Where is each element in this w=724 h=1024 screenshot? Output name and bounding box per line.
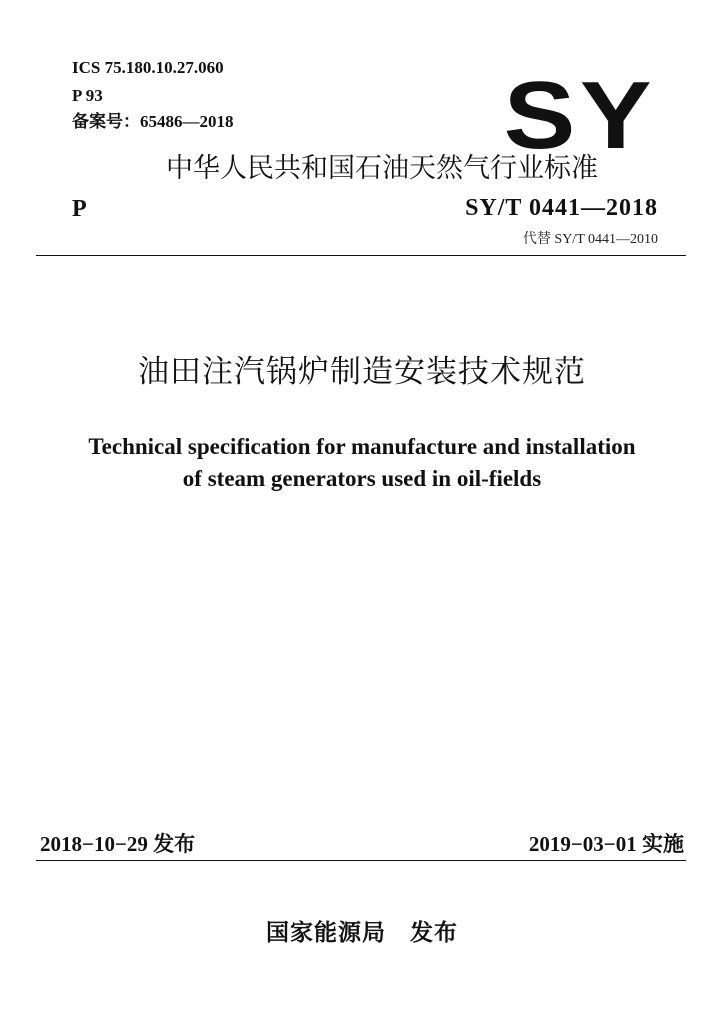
implementation-date: 2019−03−01 实施 [528, 832, 684, 856]
document-title-english-line2: of steam generators used in oil-fields [182, 466, 542, 491]
classification-code: P 93 [72, 86, 103, 105]
issuer-title: 中华人民共和国石油天然气行业标准 [166, 153, 598, 184]
document-title-chinese: 油田注汽锅炉制造安装技术规范 [138, 354, 586, 390]
publisher [0, 914, 724, 947]
publisher-name: 国家能源局 [266, 920, 386, 946]
record-label: 备案号： [72, 112, 140, 131]
category-letter: P [72, 196, 87, 222]
record-number [72, 112, 234, 132]
bottom-divider [36, 860, 686, 861]
document-title-english-line1: Technical specification for manufacture and installation [88, 434, 636, 459]
replaces-standard: 代替 SY/T 0441—2010 [522, 232, 658, 247]
publisher-action: 发布 [410, 920, 458, 946]
standard-number: SY/T 0441—2018 [465, 195, 658, 221]
record-value: 65486—2018 [140, 112, 234, 131]
ics-code: ICS 75.180.10.27.060 [72, 58, 224, 77]
sy-logo: SY [503, 62, 656, 169]
top-divider [36, 255, 686, 256]
publish-date: 2018−10−29 发布 [40, 832, 196, 856]
